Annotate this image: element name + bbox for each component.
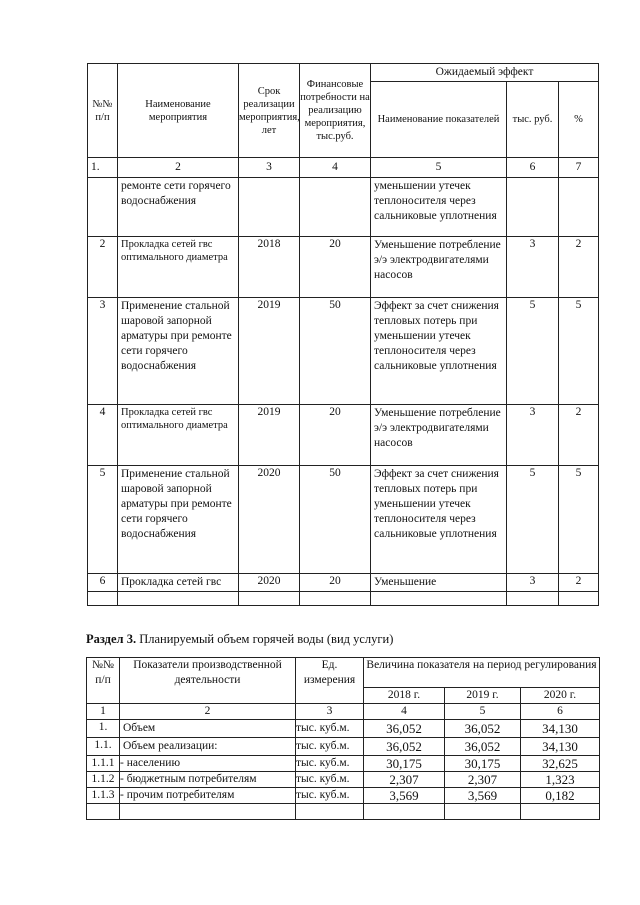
header-measure-name: Наименование мероприятия — [118, 64, 239, 158]
colnum: 1. — [88, 158, 118, 178]
row-pct — [559, 178, 599, 237]
row-value-2020: 32,625 — [521, 756, 600, 772]
header-finance: Финансовые потребности на реализацию мероприятия, тыс.руб. — [300, 64, 371, 158]
table-row — [87, 772, 600, 788]
header-percent: % — [559, 82, 599, 158]
row-finance: 20 — [300, 574, 371, 592]
header-year: 2018 г. — [364, 688, 445, 704]
colnum: 5 — [445, 704, 521, 720]
row-indicator: - населению — [120, 756, 296, 772]
row-indicator: Уменьшение — [371, 574, 507, 592]
empty-row — [88, 592, 599, 606]
empty-row — [87, 804, 600, 820]
row-measure: Прокладка сетей гвс оптимального диаметра — [118, 405, 239, 466]
row-value-2019: 30,175 — [445, 756, 521, 772]
colnum: 3 — [239, 158, 300, 178]
row-rub — [507, 178, 559, 237]
table-row — [87, 788, 600, 804]
row-num: 1.1.1 — [87, 756, 120, 772]
row-pct: 5 — [559, 466, 599, 574]
row-num — [88, 178, 118, 237]
row-num: 3 — [88, 298, 118, 405]
row-unit: тыс. куб.м. — [296, 720, 364, 738]
table-row — [87, 738, 600, 756]
row-indicator: Эффект за счет снижения тепловых потерь при уменьшении утечек теплоносителя через сальниковые уплотнения — [371, 298, 507, 405]
table-row — [88, 237, 599, 298]
column-numbers-row — [87, 704, 600, 720]
row-year: 2019 — [239, 405, 300, 466]
row-measure: Применение стальной шаровой запорной арматуры при ремонте сети горячего водоснабжения — [118, 298, 239, 405]
row-finance — [300, 178, 371, 237]
row-rub: 3 — [507, 237, 559, 298]
row-pct: 5 — [559, 298, 599, 405]
table-row — [88, 466, 599, 574]
row-year: 2020 — [239, 574, 300, 592]
row-value-2018: 2,307 — [364, 772, 445, 788]
colnum: 4 — [300, 158, 371, 178]
header-expected-effect: Ожидаемый эффект — [371, 64, 599, 82]
section-label: Раздел 3. — [86, 632, 137, 646]
row-pct: 2 — [559, 237, 599, 298]
row-value-2019: 2,307 — [445, 772, 521, 788]
row-value-2020: 34,130 — [521, 738, 600, 756]
row-value-2018: 36,052 — [364, 738, 445, 756]
table-row — [87, 720, 600, 738]
colnum: 1 — [87, 704, 120, 720]
row-indicator: уменьшении утечек теплоносителя через сальниковые уплотнения — [371, 178, 507, 237]
row-finance: 50 — [300, 466, 371, 574]
row-pct: 2 — [559, 405, 599, 466]
row-indicator: - бюджетным потребителям — [120, 772, 296, 788]
colnum: 6 — [507, 158, 559, 178]
row-value-2018: 36,052 — [364, 720, 445, 738]
row-unit: тыс. куб.м. — [296, 772, 364, 788]
header-indicator-name: Наименование показателей — [371, 82, 507, 158]
row-rub: 3 — [507, 574, 559, 592]
row-finance: 20 — [300, 405, 371, 466]
row-pct: 2 — [559, 574, 599, 592]
row-indicator: Уменьшение потребление э/э электродвигателями насосов — [371, 405, 507, 466]
colnum: 5 — [371, 158, 507, 178]
row-value-2018: 3,569 — [364, 788, 445, 804]
row-value-2019: 36,052 — [445, 738, 521, 756]
header-indicator: Показатели производственной деятельности — [120, 658, 296, 704]
table-row — [88, 178, 599, 237]
row-measure: ремонте сети горячего водоснабжения — [118, 178, 239, 237]
row-value-2019: 36,052 — [445, 720, 521, 738]
header-unit: Ед. измерения — [296, 658, 364, 704]
row-measure: Прокладка сетей гвс — [118, 574, 239, 592]
row-indicator: Объем — [120, 720, 296, 738]
row-finance: 50 — [300, 298, 371, 405]
row-rub: 5 — [507, 466, 559, 574]
header-num: №№ п/п — [87, 658, 120, 704]
table-row — [88, 574, 599, 592]
row-num: 1.1. — [87, 738, 120, 756]
row-rub: 5 — [507, 298, 559, 405]
colnum: 3 — [296, 704, 364, 720]
row-indicator: Уменьшение потребление э/э электродвигателями насосов — [371, 237, 507, 298]
row-num: 1.1.3 — [87, 788, 120, 804]
header-year: 2019 г. — [445, 688, 521, 704]
header-num: №№ п/п — [88, 64, 118, 158]
table-row — [88, 405, 599, 466]
colnum: 2 — [120, 704, 296, 720]
row-num: 1. — [87, 720, 120, 738]
section-heading — [86, 632, 393, 647]
row-unit: тыс. куб.м. — [296, 738, 364, 756]
row-measure: Прокладка сетей гвс оптимального диаметра — [118, 237, 239, 298]
hot-water-volume-table — [86, 657, 600, 820]
header-thousand-rub: тыс. руб. — [507, 82, 559, 158]
header-year: 2020 г. — [521, 688, 600, 704]
section-title: Планируемый объем горячей воды (вид услуги) — [139, 632, 394, 646]
row-year: 2020 — [239, 466, 300, 574]
row-indicator: Объем реализации: — [120, 738, 296, 756]
header-term: Срок реализации мероприятия, лет — [239, 64, 300, 158]
row-value-2019: 3,569 — [445, 788, 521, 804]
colnum: 2 — [118, 158, 239, 178]
row-num: 2 — [88, 237, 118, 298]
row-num: 6 — [88, 574, 118, 592]
header-value: Величина показателя на период регулирования — [364, 658, 600, 688]
row-indicator: Эффект за счет снижения тепловых потерь при уменьшении утечек теплоносителя через сальниковые уплотнения — [371, 466, 507, 574]
row-unit: тыс. куб.м. — [296, 756, 364, 772]
row-value-2020: 34,130 — [521, 720, 600, 738]
row-num: 5 — [88, 466, 118, 574]
row-year — [239, 178, 300, 237]
row-value-2020: 1,323 — [521, 772, 600, 788]
column-numbers-row — [88, 158, 599, 178]
measures-table — [87, 63, 599, 606]
row-year: 2018 — [239, 237, 300, 298]
row-year: 2019 — [239, 298, 300, 405]
row-value-2018: 30,175 — [364, 756, 445, 772]
colnum: 7 — [559, 158, 599, 178]
row-value-2020: 0,182 — [521, 788, 600, 804]
row-finance: 20 — [300, 237, 371, 298]
row-num: 4 — [88, 405, 118, 466]
row-rub: 3 — [507, 405, 559, 466]
row-num: 1.1.2 — [87, 772, 120, 788]
row-measure: Применение стальной шаровой запорной арматуры при ремонте сети горячего водоснабжения — [118, 466, 239, 574]
row-unit: тыс. куб.м. — [296, 788, 364, 804]
row-indicator: - прочим потребителям — [120, 788, 296, 804]
colnum: 6 — [521, 704, 600, 720]
colnum: 4 — [364, 704, 445, 720]
table-row — [87, 756, 600, 772]
table-row — [88, 298, 599, 405]
